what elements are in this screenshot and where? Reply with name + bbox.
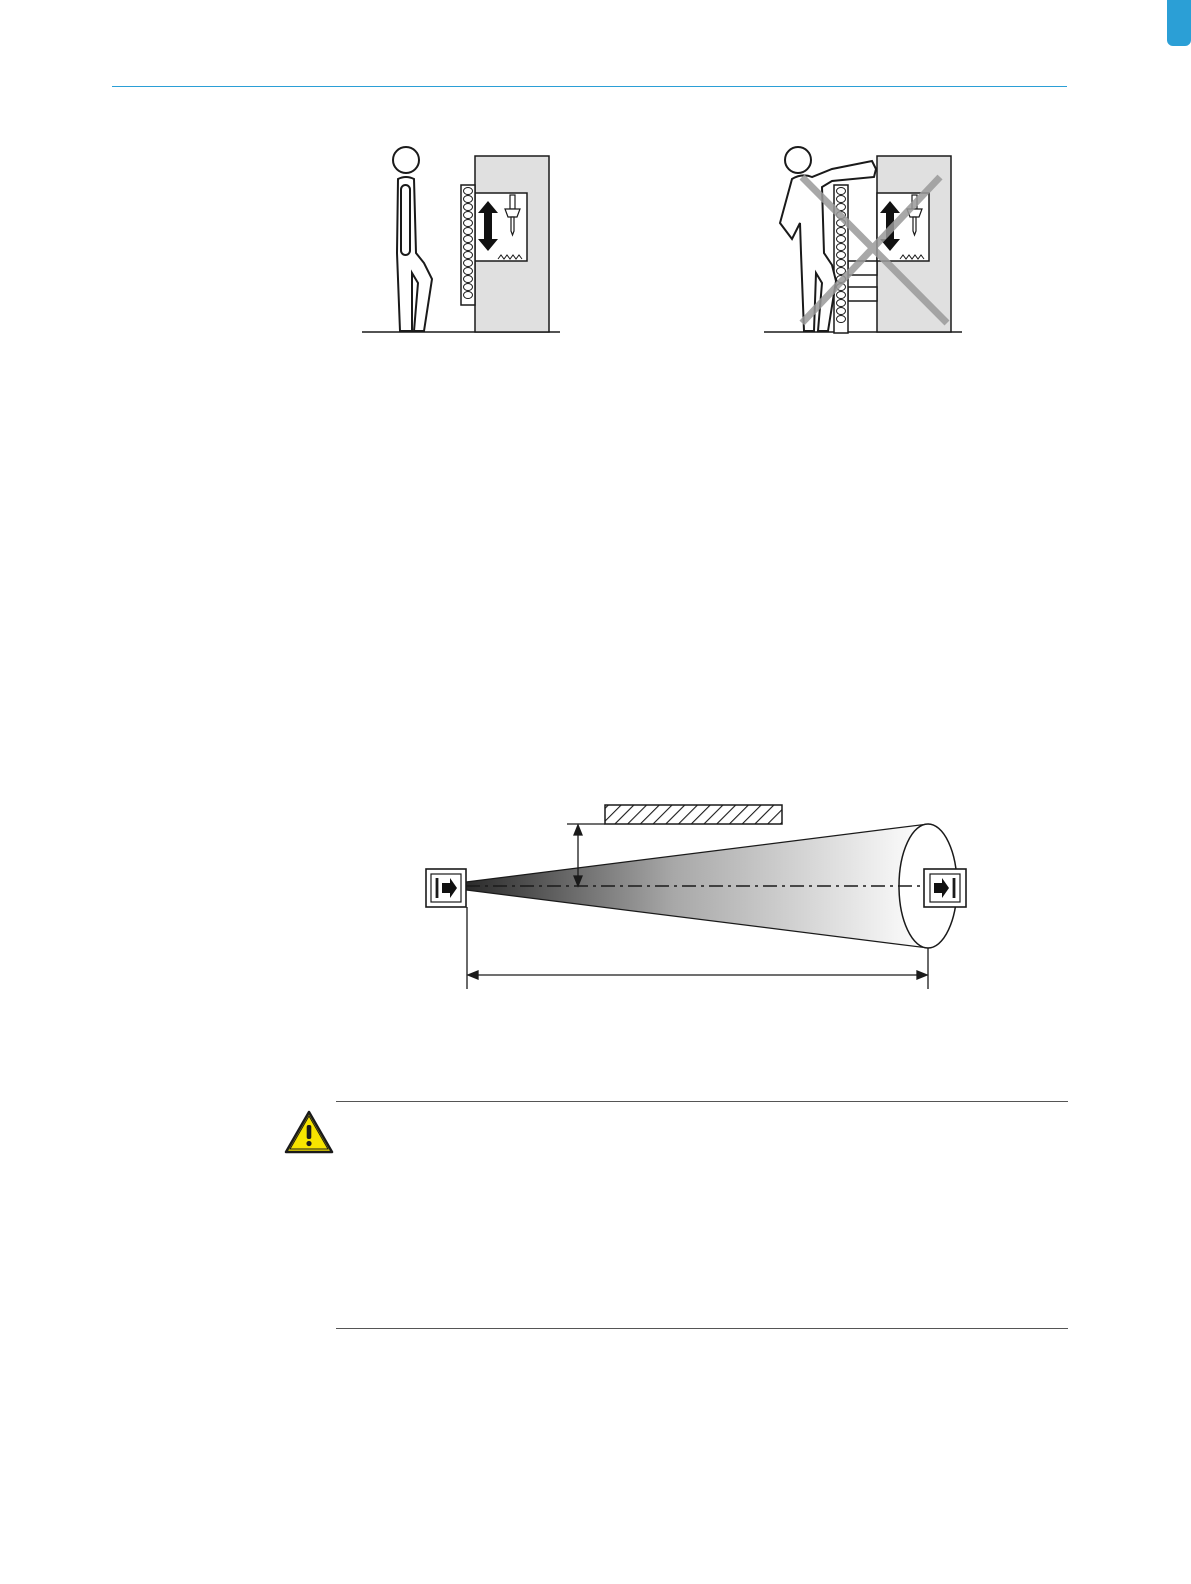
page-corner-tab — [1167, 0, 1191, 50]
machine-body — [461, 156, 549, 332]
header-rule — [112, 86, 1067, 87]
warning-rule-top — [336, 1101, 1068, 1102]
receiver-unit — [924, 869, 966, 907]
warning-triangle-icon — [284, 1110, 334, 1154]
incorrect-mounting-figure — [762, 143, 967, 338]
person-standing-safe-icon — [393, 147, 432, 331]
correct-mounting-figure — [360, 143, 565, 338]
warning-block — [284, 1098, 1068, 1331]
warning-rule-bottom — [336, 1328, 1068, 1329]
sender-unit — [426, 869, 466, 907]
reflective-surface — [605, 805, 782, 824]
beam-aperture-diagram — [412, 797, 972, 997]
